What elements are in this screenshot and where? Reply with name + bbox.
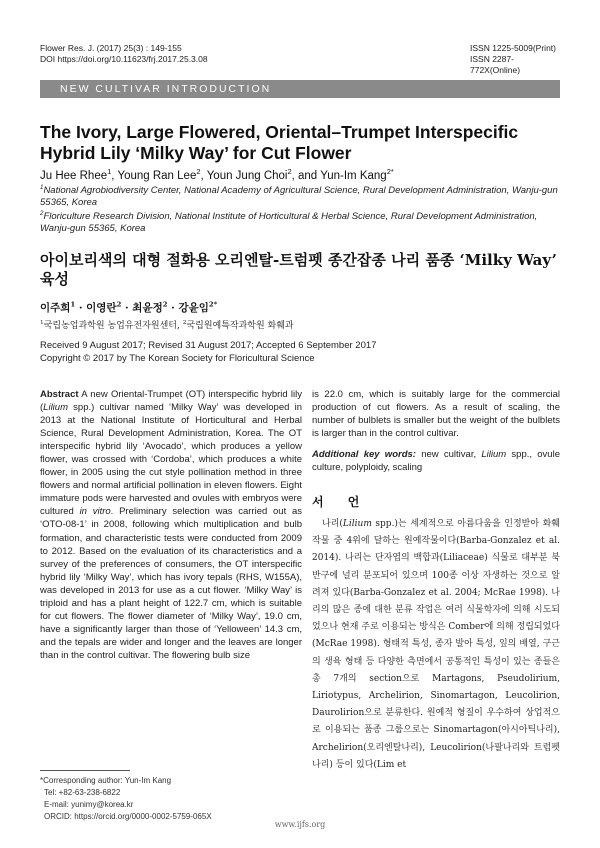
in-vitro-term: in vitro	[79, 506, 111, 518]
author-affil-mark: 2*	[386, 167, 394, 176]
author-affil-mark: 2	[196, 167, 201, 176]
author-affil-mark: 2	[116, 300, 122, 309]
keywords-text: new cultivar,	[415, 449, 482, 461]
issn-block	[470, 43, 560, 76]
introduction-heading: 서 언	[312, 495, 370, 509]
doi-line[interactable]: DOI https://doi.org/10.11623/frj.2017.25.3.08	[40, 54, 208, 64]
korean-affiliation-text: 국립농업과학원 농업유전자원센터,	[43, 321, 183, 331]
author-affil-mark: 1	[107, 167, 112, 176]
section-band	[40, 80, 560, 98]
journal-citation: Flower Res. J. (2017) 25(3) : 149-155	[40, 43, 182, 53]
abstract-text: . Preliminary selection was carried out as ‘OTO-08-1’ in 2008, following which multiplication and bulb formation, and characteristic tests were conducted from 2009 to 2012. Based on the evaluation of its characteristics and a survey of the preferences of consumers, the OT interspecific hybrid lily ‘Milky Way’, which has ivory tepals (RHS, W155A), was developed in 2013 for use as a cut flower. ‘Milky Way’ is triploid and has a plant height of 122.7 cm, which is suitable for cut flowers. The flower diameter of ‘Milky Way’, 19.0 cm, have a significantly larger than those of ‘Yelloween’ 14.3 cm, and the tepals are wider and longer and the leaves are longer than in the control cultivar. The flowering bulb size	[40, 506, 303, 661]
korean-affiliations	[40, 318, 294, 331]
corresponding-tel: Tel: +82-63-238-6822	[44, 788, 121, 797]
article-title: The Ivory, Large Flowered, Oriental–Trumpet Interspecific Hybrid Lily ‘Milky Way’ for Cut Flower	[40, 122, 519, 163]
corresponding-orcid[interactable]: ORCID: https://orcid.org/0000-0002-5759-065X	[44, 812, 212, 821]
author-name: and Yun-Im Kang	[298, 169, 387, 182]
body-text: 나리(	[322, 519, 343, 529]
affiliation-mark: 2	[182, 320, 187, 326]
author-name: Young Ran Lee	[117, 169, 197, 182]
korean-title: 아이보리색의 대형 절화용 오리엔탈-트럼펫 종간잡종 나리 품종 ‘Milky Way’ 육성	[40, 251, 557, 288]
korean-author-name: · 이영란	[75, 302, 117, 314]
corresponding-author: *Corresponding author: Yun-Im Kang	[40, 776, 172, 785]
korean-author-name: · 강윤임	[167, 302, 209, 314]
abstract-label: Abstract	[40, 389, 79, 400]
affiliation-text: National Agrobiodiversity Center, National Academy of Agricultural Science, Rural Development Administration, Wanju-gun 55365, Korea	[40, 185, 558, 209]
footnote-divider	[40, 770, 130, 771]
received-dates: Received 9 August 2017; Revised 31 August 2017; Accepted 6 September 2017	[40, 340, 377, 351]
affiliation-2	[40, 208, 560, 235]
corresponding-author-note	[40, 775, 302, 823]
genus-name: Lilium	[481, 449, 507, 461]
abstract-text-continued: is 22.0 cm, which is suitably large for the commercial production of cut flowers. As a result of scaling, the number of bulblets is smaller but the weight of the bulblets is larger than in the control cultivar.	[312, 389, 560, 440]
page-footer-url[interactable]: www.ijfs.org	[274, 820, 326, 829]
author-affil-mark: 1	[70, 300, 76, 309]
corresponding-email[interactable]: E-mail: yunimy@korea.kr	[44, 800, 134, 809]
affiliation-mark: 1	[40, 320, 44, 326]
affiliation-mark: 2	[40, 210, 44, 217]
korean-author-name: · 최윤정	[121, 302, 163, 314]
affiliation-text: Floriculture Research Division, National Institute of Horticultural & Herbal Science, Rural Development Administration, Wanju-gun 55365, Korea	[40, 211, 538, 235]
author-name: Ju Hee Rhee	[40, 169, 108, 182]
author-list: Ju Hee Rhee$^1$, Young Ran Lee$^2$, Youn Jung Choi$^2$, and Yun-Im Kang$^{2*}$	[40, 167, 394, 182]
keywords	[312, 448, 560, 474]
affiliation-1	[40, 182, 560, 209]
issn-print: ISSN 1225-5009(Print)	[470, 43, 556, 53]
korean-author-name: 이주희	[40, 302, 71, 314]
issn-online: ISSN 2287-772X(Online)	[470, 54, 521, 75]
genus-name: Lilium	[43, 402, 68, 414]
korean-affiliation-text: 국립원예특작과학원 화훼과	[186, 321, 294, 331]
body-text: spp.)는 세계적으로 아름다움을 인정받아 화훼작물 중 4위에 달하는 원예작물이다(Barba-Gonzalez et al. 2014). 나리는 단자엽의 백합과(Liliaceae) 식물로 대부분 북반구에 널리 분포되어 있으며 100종 이상 자생하는 것으로 알려져 있다(Barba-Gonzalez et al. 2004; McRae 1998). 나리의 많은 종에 대한 분류 작업은 여러 식물학자에 의해 시도되었으나 현재 주로 이용되는 방식은 Comber에 의해 정립되었다(McRae 1998). 형태적 특성, 종자 발아 특성, 잎의 배열, 구근의 생육 형태 등 다양한 측면에서 공통적인 특성이 있는 종들은 총 7개의 section으로 Martagons, Pseudolirium, Liriotypus, Archelirion, Sinomartagon, Leucolirion, Daurolirion으로 분류한다. 원예적 형질이 우수하여 상업적으로 이용되는 품종 그룹으로는 Sinomartagon(아시아틱나리), Archelirion(오리엔탈나리), Leucolirion(나팔나리와 트럼펫나리) 등이 있다(Lim et	[312, 519, 560, 770]
affiliation-mark: 1	[40, 184, 44, 191]
abstract-continuation	[312, 388, 560, 474]
section-band-label: NEW CULTIVAR INTRODUCTION	[60, 83, 272, 95]
author-affil-mark: 2	[287, 167, 292, 176]
keywords-text: spp., ovule culture, polyploidy, scaling	[312, 449, 560, 474]
article-dates	[40, 339, 560, 365]
author-affil-mark: 2	[162, 300, 168, 309]
abstract-column	[40, 388, 302, 662]
korean-author-list	[40, 300, 217, 315]
copyright-line: Copyright © 2017 by The Korean Society for Floricultural Science	[40, 353, 315, 364]
author-name: Youn Jung Choi	[206, 169, 288, 182]
genus-name: Lilium	[342, 519, 372, 529]
keywords-label: Additional key words:	[312, 449, 416, 461]
journal-header	[40, 43, 208, 65]
abstract-text: A new Oriental-Trumpet (OT) interspecific hybrid lily (	[40, 389, 302, 414]
author-affil-mark: 2*	[208, 300, 218, 309]
abstract-text: spp.) cultivar named ‘Milky Way’ was developed in 2013 at the National Institute of Horticultural and Herbal Science, Rural Development Administration, Korea. The OT interspecific hybrid lily ‘Avocado’, which produces a yellow flower, was crossed with ‘Cordoba’, which produces a white flower, in 2005 using the cut style pollination method in three flowers and normal artificial pollination in eleven flowers. Eight immature pods were harvested and ovules with embryos were cultured	[40, 402, 302, 518]
introduction-body	[312, 516, 560, 774]
